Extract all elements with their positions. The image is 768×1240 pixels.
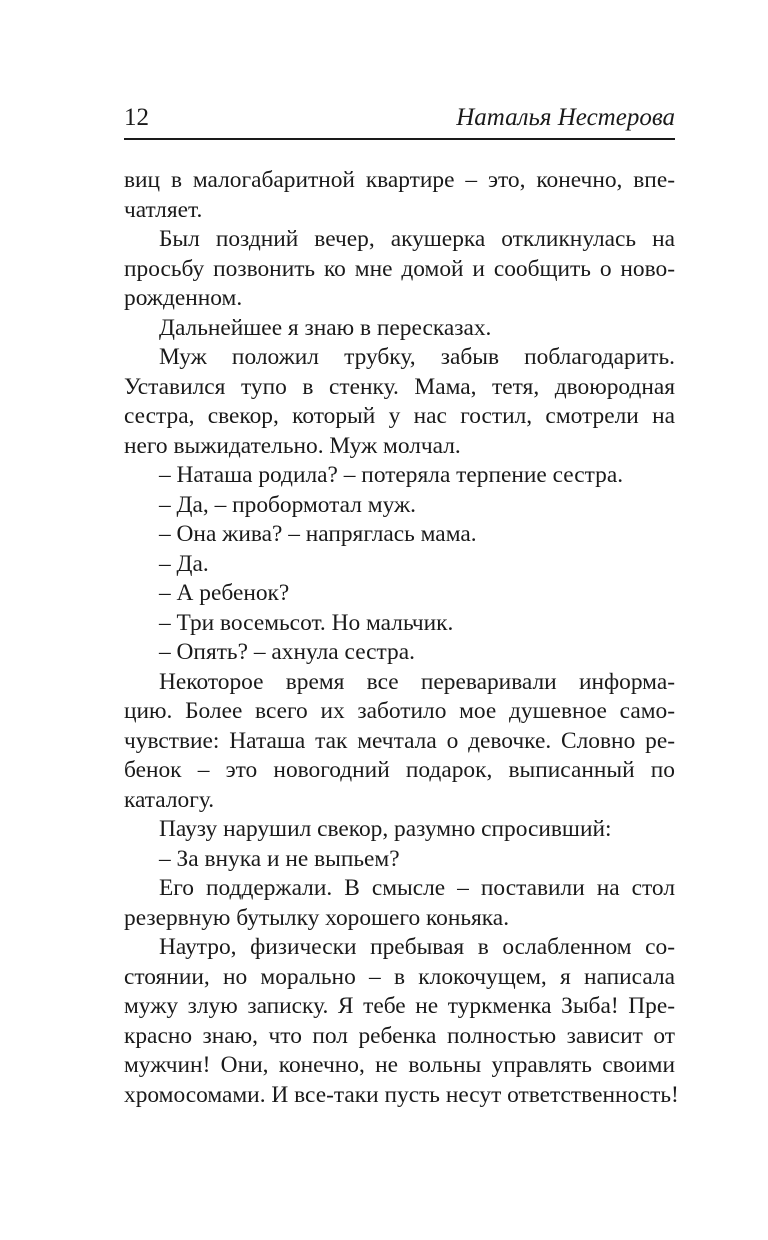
text-line: хромосомами. И все-таки пусть несут ответственность! xyxy=(124,1081,679,1108)
text-line: мужу злую записку. Я тебе не туркменка Зыба! Пре- xyxy=(124,993,675,1019)
text-line: рожденном. xyxy=(124,285,243,311)
text-line: него выжидательно. Муж молчал. xyxy=(124,432,461,459)
text-line: просьбу позвонить ко мне домой и сообщить о ново- xyxy=(124,255,675,282)
page-number: 12 xyxy=(124,104,149,131)
text-line: Наутро, физически пребывая в ослабленном со- xyxy=(159,934,675,960)
text-line: сестра, свекор, который у нас гостил, смотрели на xyxy=(124,403,675,429)
text-line: мужчин! Они, конечно, не вольны управлять своими xyxy=(124,1052,675,1078)
text-line: чатляет. xyxy=(124,196,203,223)
text-line: резервную бутылку хорошего коньяка. xyxy=(124,904,510,931)
text-line: – А ребенок? xyxy=(159,580,290,606)
text-line: Некоторое время все переваривали информа- xyxy=(159,668,675,695)
text-line: – Наташа родила? – потеряла терпение сестра. xyxy=(159,462,624,488)
running-head xyxy=(124,98,675,140)
text-line: – За внука и не выпьем? xyxy=(159,845,400,872)
text-line: Муж положил трубку, забыв поблагодарить. xyxy=(159,344,675,370)
text-line: – Три восемьсот. Но мальчик. xyxy=(159,609,454,636)
body-text xyxy=(124,166,679,1110)
text-line: чувствие: Наташа так мечтала о девочке. Словно ре- xyxy=(124,727,675,754)
text-line: – Да, – пробормотал муж. xyxy=(159,491,416,518)
text-line: – Да. xyxy=(159,550,209,577)
text-line: стоянии, но морально – в клокочущем, я написала xyxy=(124,963,675,990)
text-line: Паузу нарушил свекор, разумно спросивший: xyxy=(159,816,612,842)
text-line: Был поздний вечер, акушерка откликнулась на xyxy=(159,226,675,252)
book-author: Наталья Нестерова xyxy=(456,104,675,131)
text-line: красно знаю, что пол ребенка полностью зависит от xyxy=(124,1022,675,1049)
text-line: бенок – это новогодний подарок, выписанный по xyxy=(124,757,675,783)
text-line: цию. Более всего их заботило мое душевное само- xyxy=(124,698,675,724)
text-line: Его поддержали. В смысле – поставили на стол xyxy=(159,875,675,901)
text-line: Уставился тупо в стенку. Мама, тетя, двоюродная xyxy=(124,373,675,400)
text-line: каталогу. xyxy=(124,786,215,813)
text-line: – Она жива? – напряглась мама. xyxy=(159,521,477,547)
text-line: – Опять? – ахнула сестра. xyxy=(159,639,415,665)
text-line: виц в малогабаритной квартире – это, конечно, впе- xyxy=(124,167,675,193)
text-line: Дальнейшее я знаю в пересказах. xyxy=(159,314,492,341)
